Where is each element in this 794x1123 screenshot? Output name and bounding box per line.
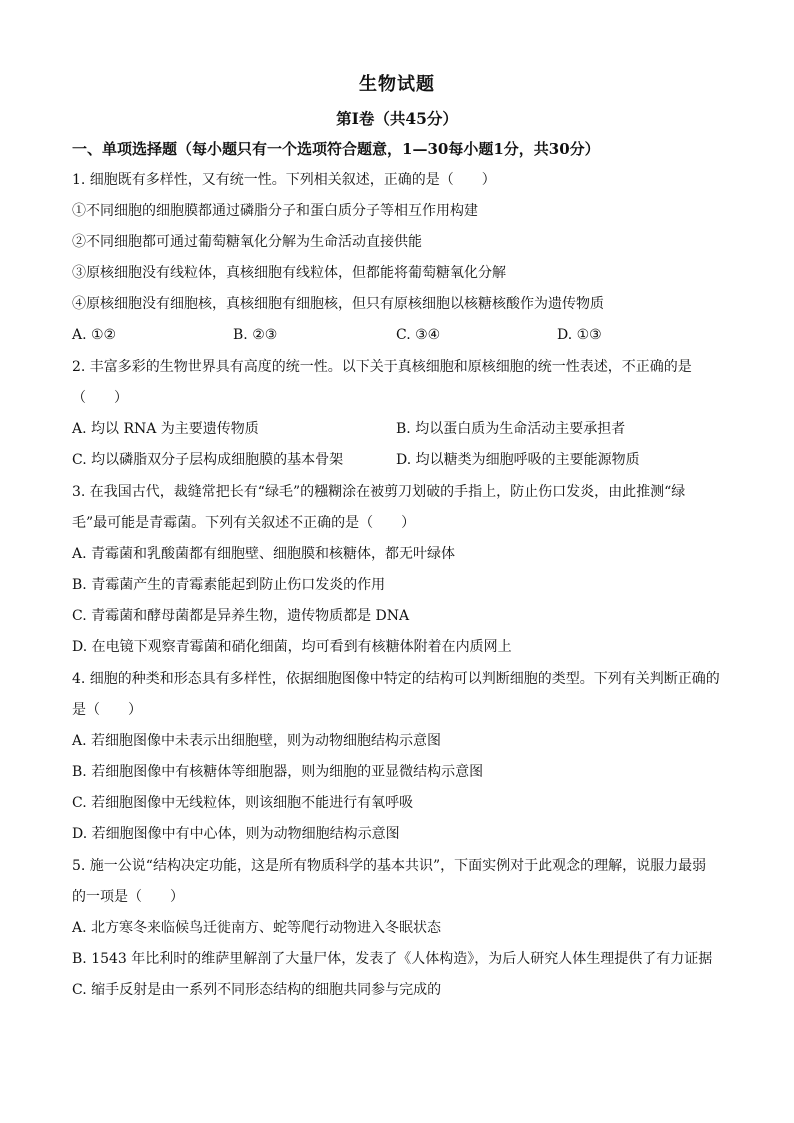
q1-option-d[interactable]: D. ①③ [557, 327, 602, 343]
q5-stem-cont: 的一项是（ ） [72, 889, 184, 905]
q4-stem-cont: 是（ ） [72, 702, 142, 718]
page-title: 生物试题 [359, 74, 435, 95]
q4-option-b[interactable]: B. 若细胞图像中有核糖体等细胞器，则为细胞的亚显微结构示意图 [72, 764, 484, 780]
q3-option-d[interactable]: D. 在电镜下观察青霉菌和硝化细菌，均可看到有核糖体附着在内质网上 [72, 639, 512, 655]
section-heading: 一、单项选择题（每小题只有一个选项符合题意，1—30每小题1分，共30分） [72, 140, 600, 158]
q5-option-b[interactable]: B. 1543 年比利时的维萨里解剖了大量尸体，发表了《人体构造》，为后人研究人体生理提供了有力证据 [72, 951, 713, 967]
q1-option-c[interactable]: C. ③④ [396, 327, 441, 343]
q1-statement-3: ③原核细胞没有线粒体，真核细胞有线粒体，但都能将葡萄糖氧化分解 [72, 265, 506, 281]
q1-option-b[interactable]: B. ②③ [233, 327, 278, 343]
q1-statement-2: ②不同细胞都可通过葡萄糖氧化分解为生命活动直接供能 [72, 234, 422, 250]
q3-option-c[interactable]: C. 青霉菌和酵母菌都是异养生物，遗传物质都是 DNA [72, 608, 410, 624]
q4-option-a[interactable]: A. 若细胞图像中未表示出细胞壁，则为动物细胞结构示意图 [72, 733, 442, 749]
q4-stem: 4. 细胞的种类和形态具有多样性，依据细胞图像中特定的结构可以判断细胞的类型。下列有关判断正确的 [72, 671, 720, 687]
q1-statement-1: ①不同细胞的细胞膜都通过磷脂分子和蛋白质分子等相互作用构建 [72, 203, 478, 219]
q2-option-d[interactable]: D. 均以糖类为细胞呼吸的主要能源物质 [396, 452, 640, 468]
paper-part-heading: 第Ⅰ卷（共45分） [336, 109, 458, 128]
q3-option-b[interactable]: B. 青霉菌产生的青霉素能起到防止伤口发炎的作用 [72, 577, 386, 593]
q1-stem: 1. 细胞既有多样性，又有统一性。下列相关叙述，正确的是（ ） [72, 172, 496, 188]
q5-option-a[interactable]: A. 北方寒冬来临候鸟迁徙南方、蛇等爬行动物进入冬眠状态 [72, 920, 442, 936]
q3-option-a[interactable]: A. 青霉菌和乳酸菌都有细胞壁、细胞膜和核糖体，都无叶绿体 [72, 546, 456, 562]
q3-stem-cont: 毛”最可能是青霉菌。下列有关叙述不正确的是（ ） [72, 515, 416, 531]
q4-option-d[interactable]: D. 若细胞图像中有中心体，则为动物细胞结构示意图 [72, 826, 400, 842]
q3-stem: 3. 在我国古代，裁缝常把长有“绿毛”的糨糊涂在被剪刀划破的手指上，防止伤口发炎，由此推测“绿 [72, 484, 686, 500]
q1-option-a[interactable]: A. ①② [72, 327, 117, 343]
q2-option-a[interactable]: A. 均以 RNA 为主要遗传物质 [72, 421, 259, 437]
q5-option-c[interactable]: C. 缩手反射是由一系列不同形态结构的细胞共同参与完成的 [72, 982, 442, 998]
q4-option-c[interactable]: C. 若细胞图像中无线粒体，则该细胞不能进行有氧呼吸 [72, 795, 414, 811]
q1-statement-4: ④原核细胞没有细胞核，真核细胞有细胞核，但只有原核细胞以核糖核酸作为遗传物质 [72, 296, 604, 312]
q2-stem: 2. 丰富多彩的生物世界具有高度的统一性。以下关于真核细胞和原核细胞的统一性表述，不正确的是 [72, 359, 692, 375]
q2-option-b[interactable]: B. 均以蛋白质为生命活动主要承担者 [396, 421, 626, 437]
q2-stem-cont: （ ） [72, 390, 128, 406]
q2-option-c[interactable]: C. 均以磷脂双分子层构成细胞膜的基本骨架 [72, 452, 344, 468]
q5-stem: 5. 施一公说“结构决定功能，这是所有物质科学的基本共识”，下面实例对于此观念的理解，说服力最弱 [72, 858, 707, 874]
